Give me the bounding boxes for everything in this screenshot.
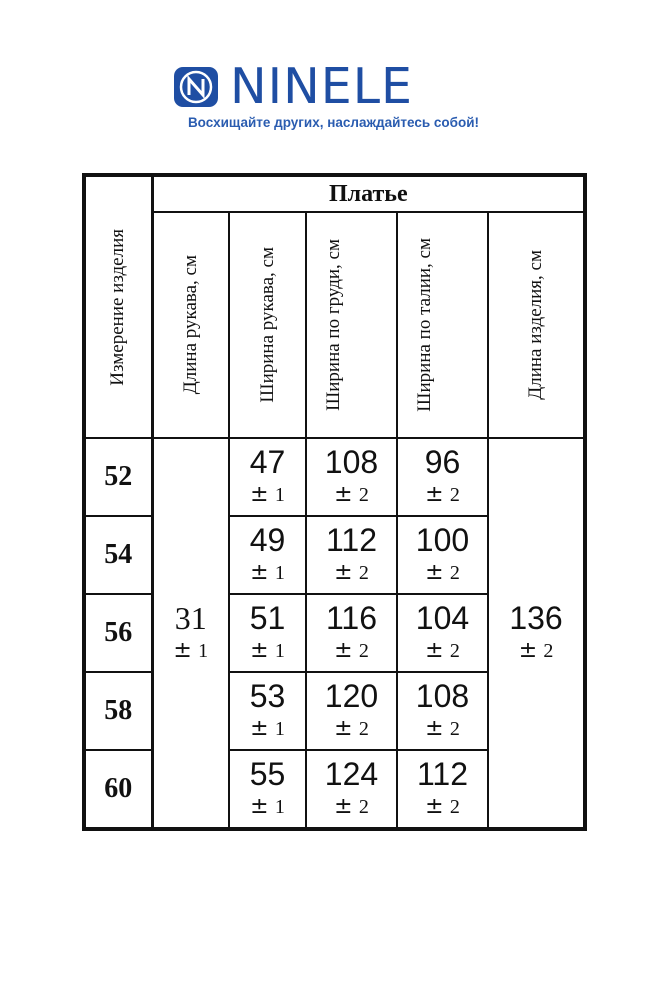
tolerance bbox=[307, 791, 396, 822]
size-cell bbox=[85, 594, 152, 672]
size-chart-table bbox=[84, 175, 585, 829]
plus-minus-sign: ± bbox=[425, 715, 444, 741]
plus-minus-sign: ± bbox=[250, 715, 269, 741]
size-label: 56 bbox=[104, 617, 133, 648]
measurement-value: 49 bbox=[249, 521, 286, 558]
plus-minus-sign: ± bbox=[425, 793, 444, 819]
column-label: Ширина рукава, см bbox=[256, 247, 278, 403]
tolerance bbox=[230, 791, 305, 822]
sleeve-width-cell bbox=[229, 516, 306, 594]
tolerance bbox=[398, 479, 487, 510]
waist-cell bbox=[397, 594, 488, 672]
tolerance bbox=[307, 635, 396, 666]
plus-minus-sign: ± bbox=[334, 793, 353, 819]
sleeve-length-value: 31 bbox=[174, 599, 207, 636]
tolerance bbox=[398, 713, 487, 744]
column-label: Длина изделия, см bbox=[525, 250, 547, 400]
row-header-cell bbox=[85, 176, 152, 438]
tolerance bbox=[230, 479, 305, 510]
column-label: Ширина по груди, см bbox=[322, 239, 344, 411]
row-header-label: Измерение изделия bbox=[107, 228, 129, 386]
column-header-sleeve-length bbox=[152, 212, 229, 438]
plus-minus-sign: ± bbox=[425, 481, 444, 507]
waist-cell bbox=[397, 516, 488, 594]
brand-tagline: Восхищайте других, наслаждайтесь собой! bbox=[187, 115, 480, 130]
tolerance-value: 2 bbox=[449, 717, 460, 740]
plus-minus-sign: ± bbox=[250, 559, 269, 585]
waist-cell bbox=[397, 438, 488, 516]
product-length-cell bbox=[488, 438, 584, 828]
brand-logo bbox=[173, 58, 493, 115]
measurement-value: 112 bbox=[325, 521, 377, 558]
column-header-chest-width bbox=[306, 212, 397, 438]
plus-minus-sign: ± bbox=[173, 637, 192, 663]
tolerance-value: 2 bbox=[358, 483, 369, 506]
tolerance-value: 2 bbox=[358, 561, 369, 584]
size-label: 54 bbox=[104, 539, 133, 570]
measurement-value: 120 bbox=[324, 677, 379, 714]
plus-minus-sign: ± bbox=[334, 715, 353, 741]
tolerance bbox=[154, 635, 229, 666]
size-cell bbox=[85, 672, 152, 750]
measurement-value: 47 bbox=[249, 443, 286, 480]
size-label: 58 bbox=[104, 695, 133, 726]
waist-cell bbox=[397, 672, 488, 750]
tolerance bbox=[230, 713, 305, 744]
sleeve-width-cell bbox=[229, 672, 306, 750]
n-monogram-icon bbox=[173, 66, 219, 108]
tolerance-value: 1 bbox=[274, 561, 285, 584]
chest-cell bbox=[306, 750, 397, 828]
size-cell bbox=[85, 516, 152, 594]
tolerance bbox=[307, 557, 396, 588]
measurement-value: 108 bbox=[324, 443, 379, 480]
column-label: Ширина по талии, см bbox=[413, 238, 435, 412]
tolerance-value: 2 bbox=[358, 795, 369, 818]
tolerance-value: 2 bbox=[449, 561, 460, 584]
chest-cell bbox=[306, 672, 397, 750]
sleeve-width-cell bbox=[229, 438, 306, 516]
tolerance-value: 2 bbox=[449, 483, 460, 506]
plus-minus-sign: ± bbox=[518, 637, 538, 663]
tolerance bbox=[398, 791, 487, 822]
measurement-value: 112 bbox=[416, 755, 468, 792]
table-row bbox=[85, 438, 584, 516]
tolerance-value: 2 bbox=[449, 639, 460, 662]
size-cell bbox=[85, 438, 152, 516]
column-label: Длина рукава, см bbox=[179, 255, 201, 395]
tolerance-value: 2 bbox=[449, 795, 460, 818]
plus-minus-sign: ± bbox=[334, 481, 353, 507]
tolerance bbox=[307, 713, 396, 744]
column-header-waist-width bbox=[397, 212, 488, 438]
plus-minus-sign: ± bbox=[425, 559, 444, 585]
sleeve-width-cell bbox=[229, 750, 306, 828]
measurement-value: 100 bbox=[415, 521, 470, 558]
column-header-product-length bbox=[488, 212, 584, 438]
chest-cell bbox=[306, 516, 397, 594]
tolerance-value: 1 bbox=[198, 639, 209, 662]
chest-cell bbox=[306, 594, 397, 672]
tolerance-value: 2 bbox=[358, 717, 369, 740]
tolerance bbox=[230, 635, 305, 666]
plus-minus-sign: ± bbox=[334, 637, 353, 663]
tolerance bbox=[307, 479, 396, 510]
tolerance-value: 1 bbox=[274, 483, 285, 506]
tolerance-value: 2 bbox=[543, 639, 554, 662]
sleeve-width-cell bbox=[229, 594, 306, 672]
group-title-cell bbox=[152, 176, 584, 212]
tolerance bbox=[398, 557, 487, 588]
tolerance-value: 2 bbox=[358, 639, 369, 662]
group-title: Платье bbox=[328, 180, 408, 207]
sleeve-length-cell bbox=[152, 438, 229, 828]
plus-minus-sign: ± bbox=[425, 637, 444, 663]
plus-minus-sign: ± bbox=[334, 559, 353, 585]
tolerance bbox=[230, 557, 305, 588]
measurement-value: 53 bbox=[249, 677, 286, 714]
tolerance-value: 1 bbox=[274, 717, 285, 740]
tolerance-value: 1 bbox=[274, 639, 285, 662]
chest-cell bbox=[306, 438, 397, 516]
size-label: 52 bbox=[104, 461, 133, 492]
plus-minus-sign: ± bbox=[250, 637, 269, 663]
measurement-value: 116 bbox=[325, 599, 377, 636]
product-length-value: 136 bbox=[509, 599, 563, 636]
plus-minus-sign: ± bbox=[250, 793, 269, 819]
measurement-value: 108 bbox=[415, 677, 470, 714]
tolerance-value: 1 bbox=[274, 795, 285, 818]
size-cell bbox=[85, 750, 152, 828]
measurement-value: 96 bbox=[424, 443, 461, 480]
measurement-value: 104 bbox=[415, 599, 470, 636]
measurement-value: 55 bbox=[249, 755, 286, 792]
tolerance bbox=[489, 635, 583, 666]
waist-cell bbox=[397, 750, 488, 828]
column-header-sleeve-width bbox=[229, 212, 306, 438]
measurement-value: 124 bbox=[324, 755, 379, 792]
brand-name: NINELE bbox=[230, 58, 413, 115]
measurement-value: 51 bbox=[249, 599, 286, 636]
size-label: 60 bbox=[104, 773, 133, 804]
tolerance bbox=[398, 635, 487, 666]
plus-minus-sign: ± bbox=[250, 481, 269, 507]
